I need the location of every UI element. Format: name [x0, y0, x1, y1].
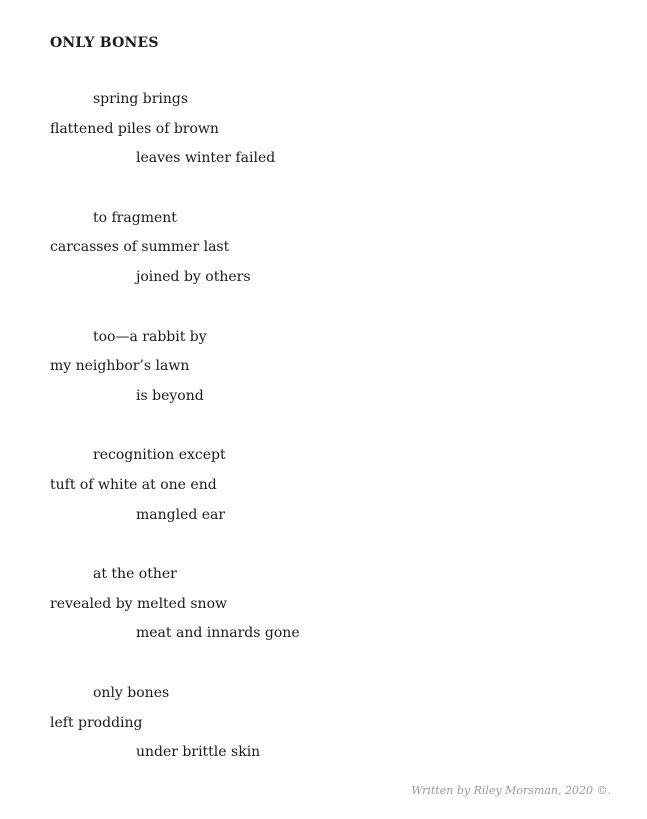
poem-title: ONLY BONES [50, 35, 159, 51]
poem-line: only bones [93, 684, 170, 701]
poem-line: joined by others [136, 268, 251, 285]
poem-line: under brittle skin [136, 744, 261, 761]
stanza [50, 441, 610, 530]
poem-line: meat and innards gone [136, 625, 300, 642]
poem-line: mangled ear [136, 506, 226, 523]
poem-line: flattened piles of brown [50, 120, 219, 137]
poem-line: to fragment [93, 209, 177, 226]
poem-body [50, 85, 610, 798]
poem-line: left prodding [50, 714, 143, 731]
author-credit: Written by Riley Morsman, 2020 ©. [411, 784, 611, 797]
poem-line: tuft of white at one end [50, 476, 217, 493]
poem-line: my neighbor’s lawn [50, 358, 190, 375]
poem-line: revealed by melted snow [50, 595, 227, 612]
poem-line: too—a rabbit by [93, 328, 207, 345]
poem-line: is beyond [136, 387, 204, 404]
stanza [50, 679, 610, 768]
poem-line: at the other [93, 566, 177, 583]
stanza [50, 560, 610, 649]
poem-line: recognition except [93, 447, 226, 464]
poem-line: carcasses of summer last [50, 239, 230, 256]
stanza [50, 323, 610, 412]
stanza [50, 204, 610, 293]
poem-line: leaves winter failed [136, 150, 276, 167]
stanza [50, 85, 610, 174]
poem-line: spring brings [93, 91, 189, 107]
